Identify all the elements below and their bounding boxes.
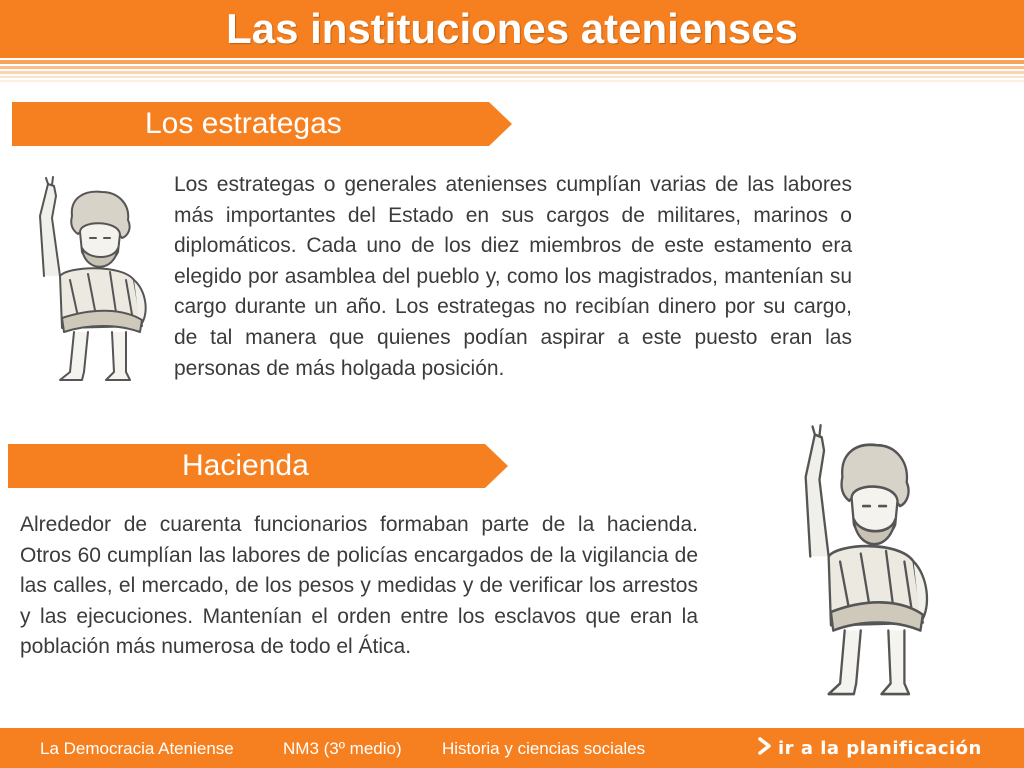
header-stripe <box>0 80 1024 82</box>
go-to-planning-link[interactable] <box>758 734 982 762</box>
go-to-planning-label: ir a la planificación <box>778 737 982 759</box>
header-stripe <box>0 66 1024 69</box>
page-title: Las instituciones atenienses <box>226 5 798 52</box>
greek-philosopher-icon <box>22 176 157 386</box>
section-text-estrategas: Los estrategas o generales atenienses cumplían varias de las labores más importantes del Estado en sus cargos de militares, marinos o diplomáticos. Cada uno de los diez miembros de este estamento era elegido por asamblea del pueblo y, como los magistrados, mantenían su cargo durante un año. Los estrategas no recibían dinero por su cargo, de tal manera que quienes podían aspirar a este puesto eran las personas de más holgada posición. <box>174 173 852 380</box>
footer-level: NM3 (3º medio) <box>283 739 402 758</box>
section-heading-hacienda: Hacienda <box>182 449 309 482</box>
section-heading-estrategas: Los estrategas <box>145 107 342 140</box>
chevron-right-icon <box>758 737 772 760</box>
greek-philosopher-icon <box>785 424 940 702</box>
section-text-hacienda: Alrededor de cuarenta funcionarios formaban parte de la hacienda. Otros 60 cumplían las labores de policías encargados de la vigilancia de las calles, el mercado, de los pesos y medidas y de verificar los arrestos y las ejecuciones. Mantenían el orden entre los esclavos que eran la población más numerosa de todo el Ática. <box>20 513 698 659</box>
footer-course-title: La Democracia Ateniense <box>40 739 234 758</box>
footer-subject: Historia y ciencias sociales <box>442 739 646 758</box>
header-stripe <box>0 71 1024 74</box>
header-stripe <box>0 60 1024 64</box>
header-stripe <box>0 76 1024 78</box>
